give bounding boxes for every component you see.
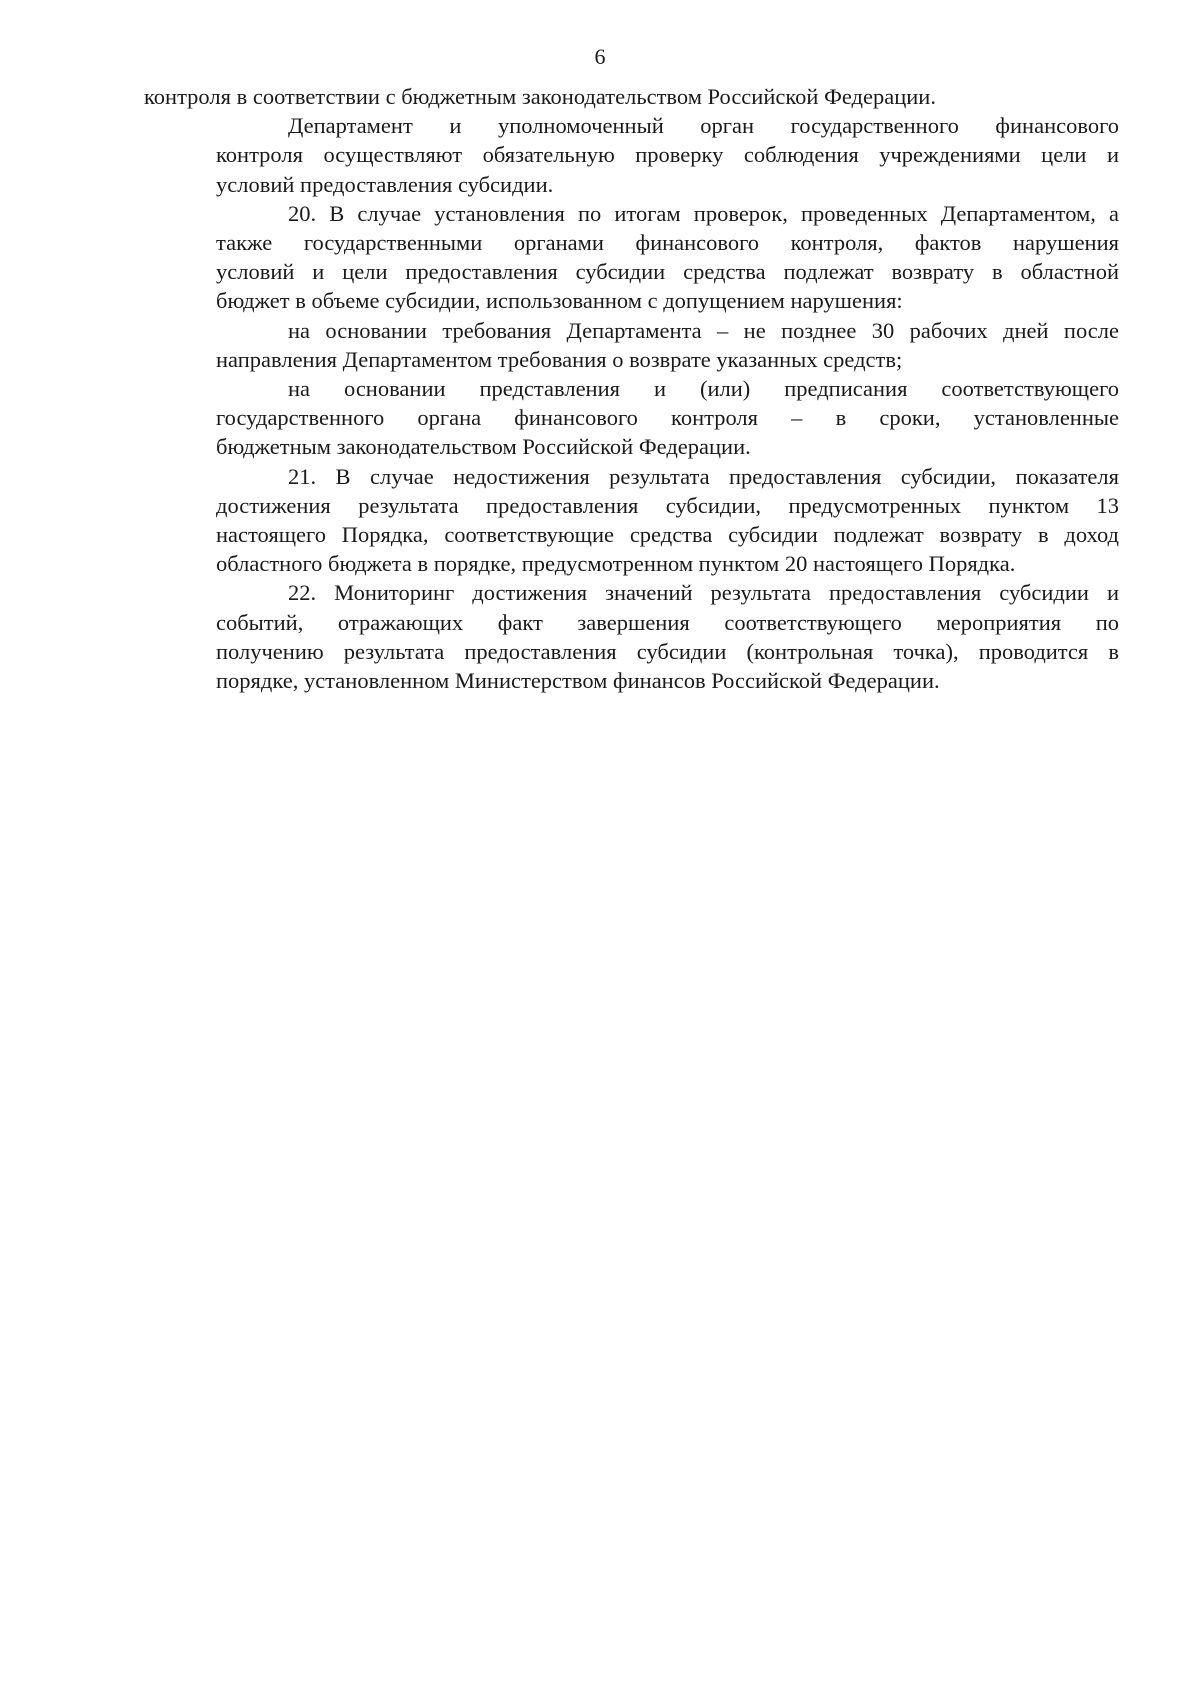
text-line: Департамент и уполномоченный орган государственного финансового: [288, 113, 1119, 139]
paragraph-item-21: [144, 462, 1119, 579]
text-line: 22. Мониторинг достижения значений результата предоставления субсидии и: [288, 580, 1119, 606]
text-line: событий, отражающих факт завершения соответствующего мероприятия по: [216, 609, 1119, 635]
paragraph-item-20-b: [144, 374, 1119, 462]
text-line: условий предоставления субсидии.: [216, 171, 554, 197]
text-line: направления Департаментом требования о возврате указанных средств;: [216, 346, 903, 372]
text-line: областного бюджета в порядке, предусмотренном пунктом 20 настоящего Порядка.: [216, 551, 1016, 577]
text-line: на основании представления и (или) предписания соответствующего: [288, 376, 1119, 402]
text-line: на основании требования Департамента – не позднее 30 рабочих дней после: [288, 317, 1119, 343]
paragraph-department-control: [144, 111, 1119, 199]
text-line: бюджетным законодательством Российской Федерации.: [216, 434, 751, 460]
text-line: получению результата предоставления субсидии (контрольная точка), проводится в: [216, 638, 1119, 664]
text-line: контроля в соответствии с бюджетным законодательством Российской Федерации.: [144, 84, 936, 109]
paragraph-continuation: [144, 82, 1119, 111]
page-number: 6: [594, 44, 606, 69]
text-line: также государственными органами финансового контроля, фактов нарушения: [216, 230, 1119, 256]
text-line: настоящего Порядка, соответствующие средства субсидии подлежат возврату в доход: [216, 522, 1119, 548]
paragraph-item-20-a: [144, 316, 1119, 374]
paragraph-item-20: [144, 199, 1119, 316]
text-line: условий и цели предоставления субсидии средства подлежат возврату в областной: [216, 259, 1119, 285]
paragraph-item-22: [144, 578, 1119, 695]
text-line: контроля осуществляют обязательную проверку соблюдения учреждениями цели и: [216, 142, 1119, 168]
document-body: [144, 82, 1119, 695]
text-line: порядке, установленном Министерством финансов Российской Федерации.: [216, 668, 940, 694]
text-line: достижения результата предоставления субсидии, предусмотренных пунктом 13: [216, 492, 1119, 518]
text-line: бюджет в объеме субсидии, использованном с допущением нарушения:: [216, 288, 903, 314]
text-line: государственного органа финансового контроля – в сроки, установленные: [216, 405, 1119, 431]
text-line: 20. В случае установления по итогам проверок, проведенных Департаментом, а: [288, 200, 1119, 226]
text-line: 21. В случае недостижения результата предоставления субсидии, показателя: [288, 463, 1119, 489]
